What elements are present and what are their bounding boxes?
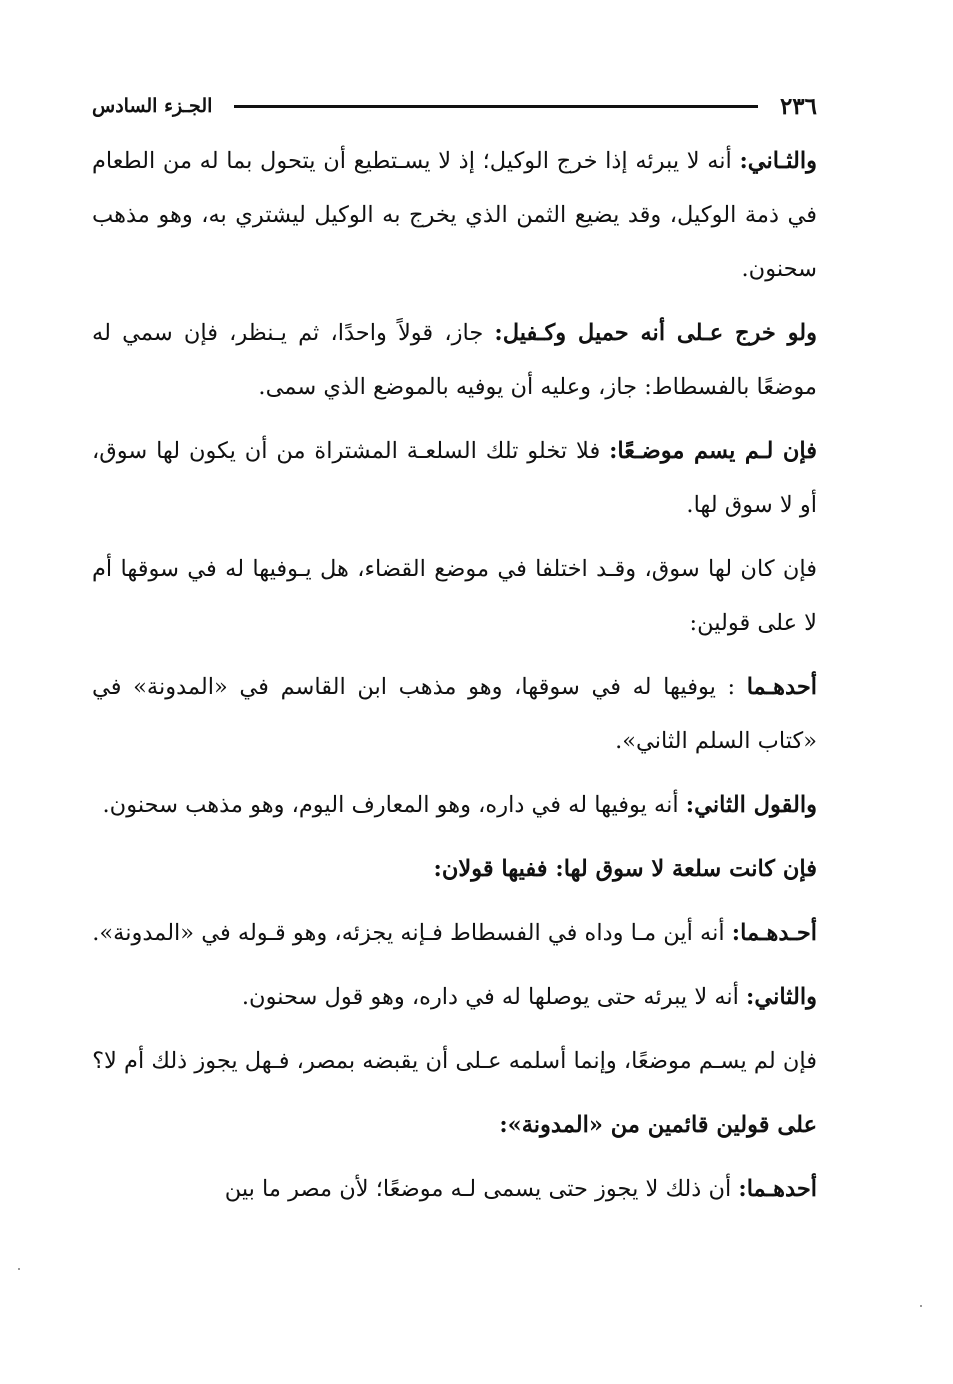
body-text [92,134,817,1216]
running-header [92,86,817,126]
paragraph-lead: والثـاني: [739,148,817,174]
section-heading: فإن كانت سلعة لا سوق لها: ففيها قولان: [433,856,817,882]
paragraph [92,970,817,1024]
scan-speck [920,1305,922,1307]
paragraph-lead: أحدهـما: [738,1176,817,1202]
paragraph [92,1034,817,1088]
scan-speck [18,1268,20,1270]
paragraph-lead: ولو خرج عـلى أنه حميل وكـفيل: [494,320,817,346]
paragraph-text: أنه يوفيها له في داره، وهو المعارف اليوم، وهو مذهب سحنون. [102,792,686,818]
paragraph [92,778,817,832]
paragraph [92,660,817,768]
paragraph-lead: أحدهـما [746,674,817,700]
paragraph-text: فلا تخلو تلك السلعـة المشتراة من أن يكون لها سوق، أو لا سوق لها. [92,438,817,518]
paragraph [92,134,817,296]
paragraph-text: : يوفيها له في سوقها، وهو مذهب ابن القاسم في «المدونة» في «كتاب السلم الثاني». [92,674,817,754]
paragraph-lead: والقول الثاني: [685,792,817,818]
paragraph-lead: أحـدهـما: [731,920,817,946]
paragraph-text: أن ذلك لا يجوز حتى يسمى لـه موضعًا؛ لأن مصر ما بين [224,1176,739,1202]
paragraph-text: فإن كان لها سوق، وقـد اختلفا في موضع القضاء، هل يـوفيها له في سوقها أم لا على قولين: [92,556,817,636]
paragraph-text: أنه أين مـا وداه في الفسطاط فـإنه يجزئه، وهو قـوله في «المدونة». [92,920,732,946]
section-title: الجـزء السادس [92,95,213,117]
paragraph [92,1162,817,1216]
paragraph [92,306,817,414]
paragraph [92,424,817,532]
paragraph-lead: والثاني: [746,984,817,1010]
paragraph [92,906,817,960]
paragraph-text: أنه لا يبرئه حتى يوصلها له في داره، وهو قول سحنون. [241,984,747,1010]
page-number: ٢٣٦ [779,92,817,120]
paragraph-text: جاز، قولاً واحدًا، ثم يـنظر، فإن سمي له موضعًا بالفسطاط: جاز، وعليه أن يوفيه بالموضع الذي سمى. [92,320,817,400]
section-heading: على قولين قائمين من «المدونة»: [499,1112,817,1138]
book-page [92,86,817,1226]
paragraph-text: أنه لا يبرئه إذا خرج الوكيل؛ إذ لا يسـتطيع أن يتحول بما له من الطعام في ذمة الوكيل، وقد يضيع الثمن الذي يخرج به الوكيل ليشتري به، وهو مذهب سحنون. [92,148,817,282]
paragraph-text: فإن لم يسـم موضعًا، وإنما أسلمه عـلى أن يقبضه بمصر، فـهل يجوز ذلك أم لا؟ [92,1048,817,1074]
paragraph [92,542,817,650]
header-rule [234,105,758,108]
paragraph-lead: فإن لـم يسم موضـعًا: [609,438,817,464]
